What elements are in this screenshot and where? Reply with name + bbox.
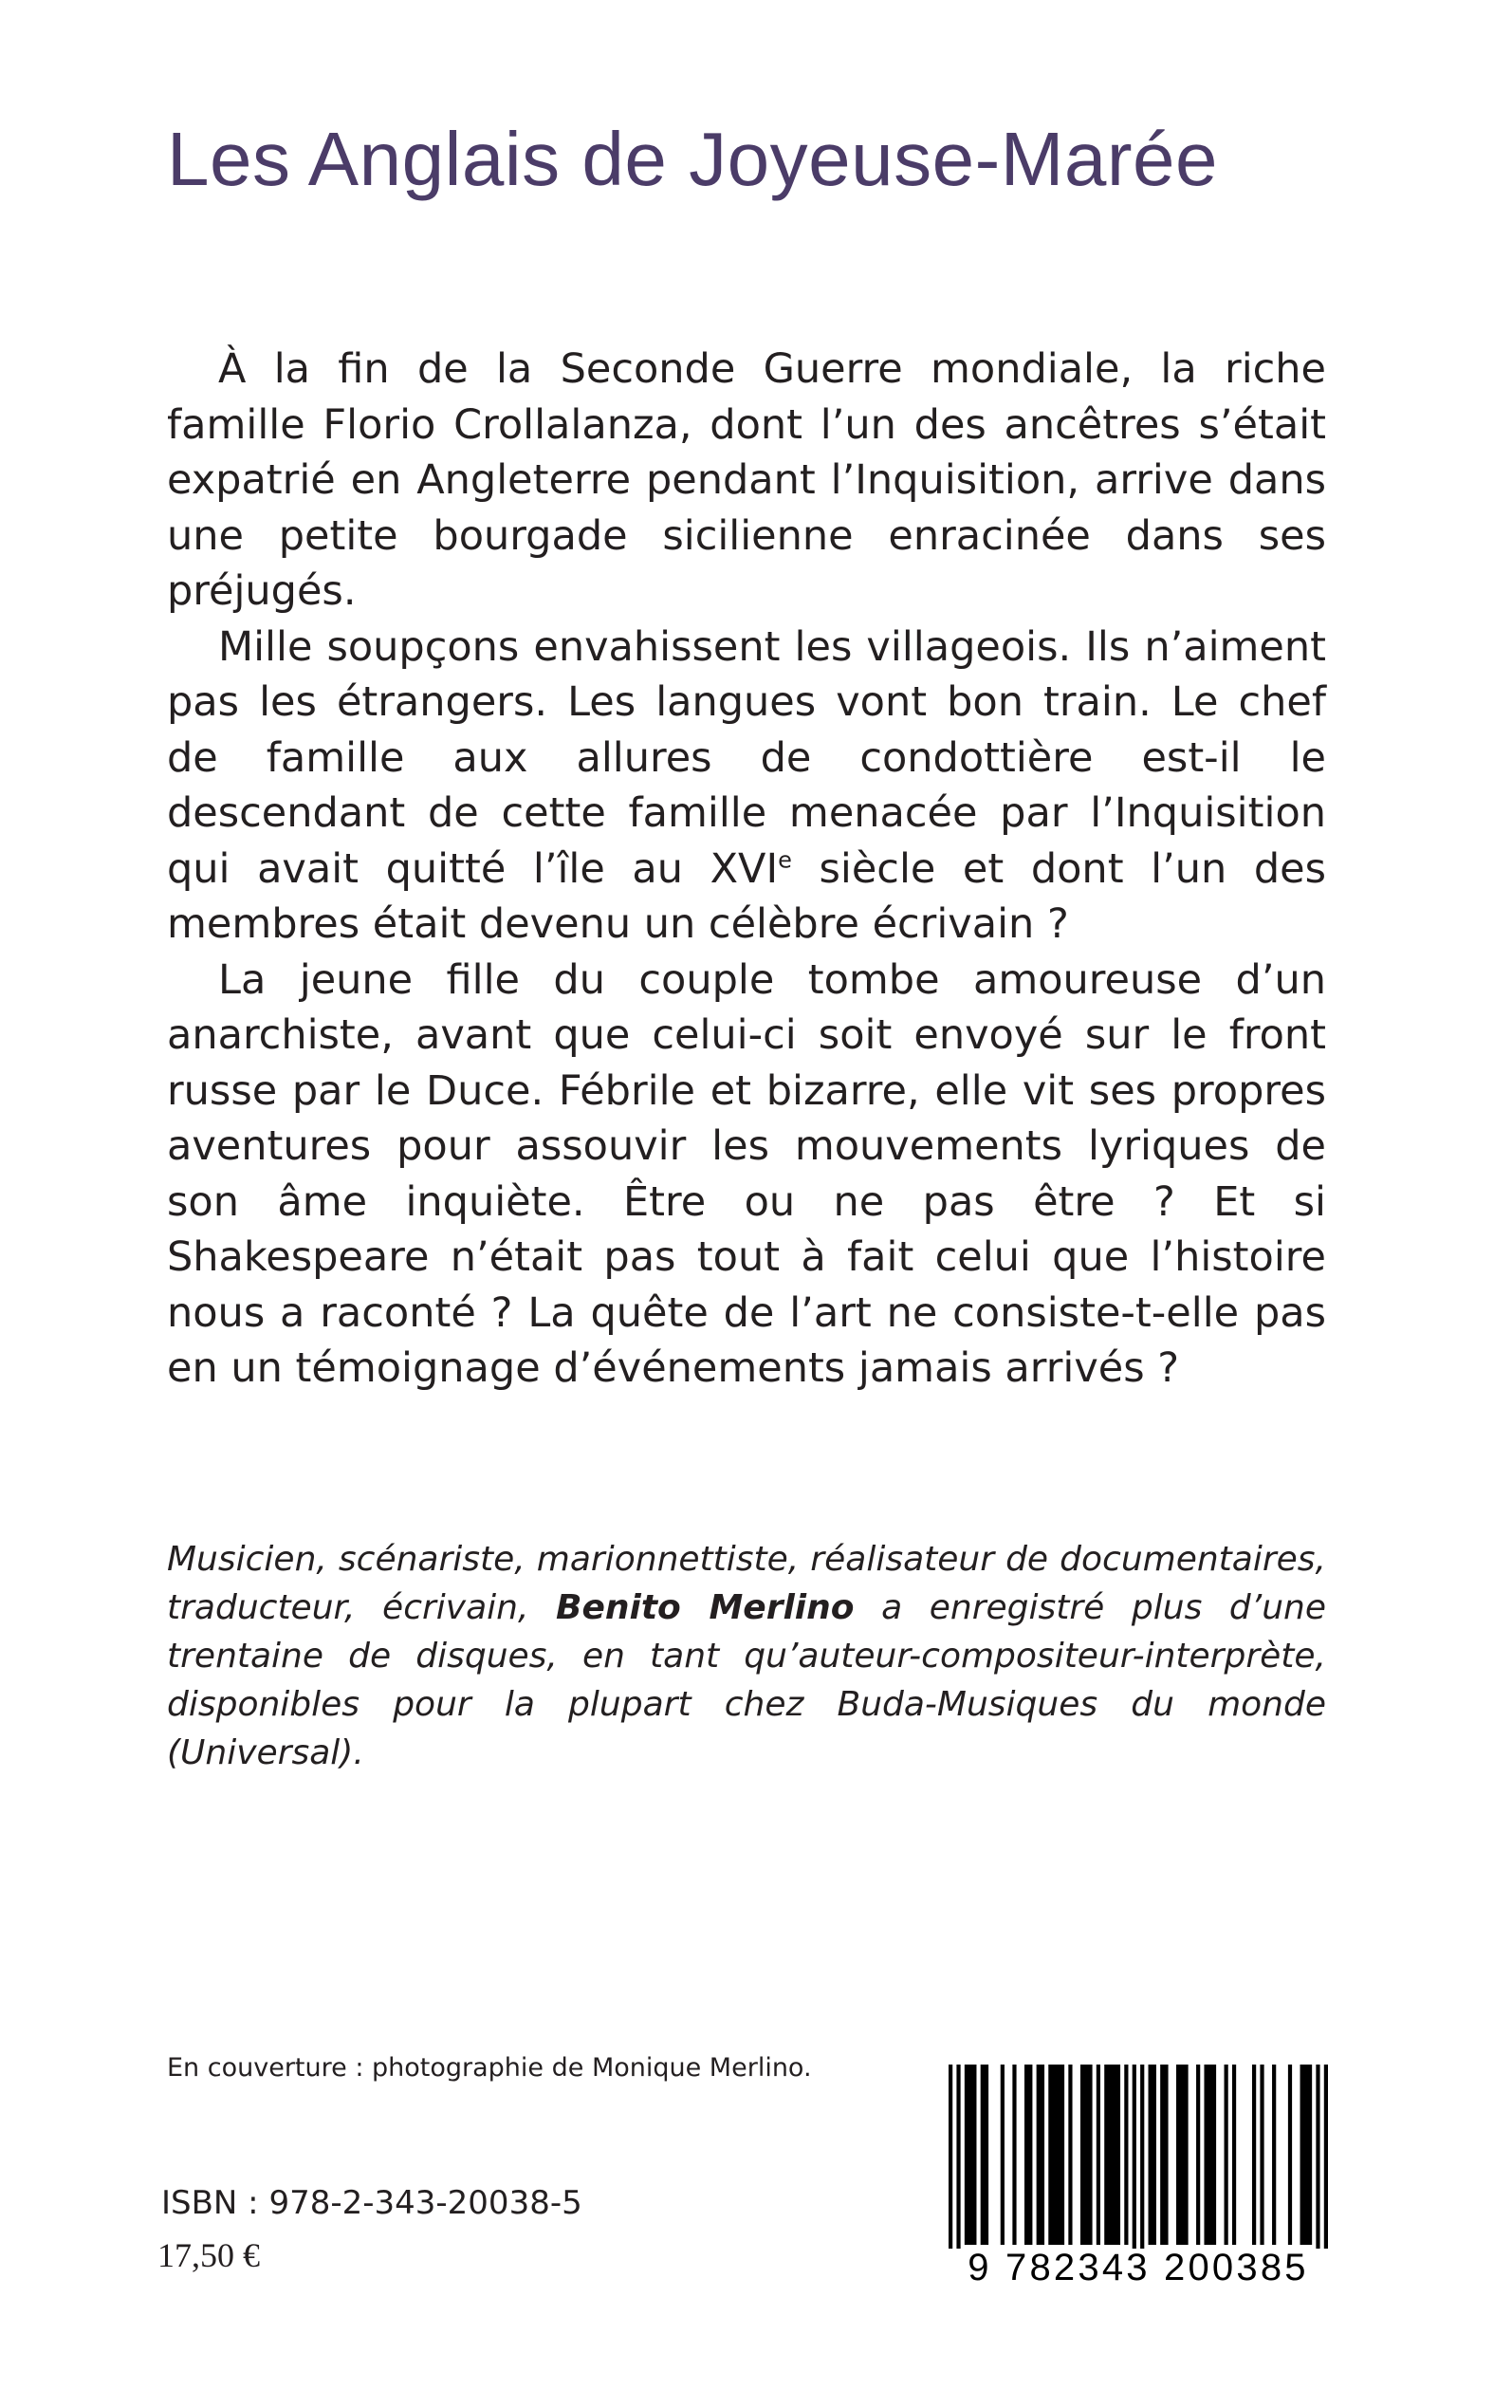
blurb-paragraph-2 [167, 620, 1326, 953]
barcode-bar [1037, 2065, 1044, 2245]
barcode-bar [1097, 2065, 1100, 2245]
barcode-bar [1300, 2065, 1313, 2245]
blurb-paragraph-2-text: Mille soupçons envahissent les villageois. Ils n’aiment pas les étrangers. Les langues vont bon train. Le chef de famille aux allures de condottière est-il le descendant de cette famille menacée par l’Inquisition qui avait quitté l’île au XVI [167, 622, 1326, 893]
back-cover-blurb [167, 342, 1326, 1397]
barcode-digits: 9 782343 200385 [939, 2249, 1337, 2287]
barcode-bar [1324, 2065, 1328, 2254]
barcode-bar [1260, 2065, 1263, 2245]
barcode [939, 2065, 1337, 2288]
book-title: Les Anglais de Joyeuse-Marée [167, 117, 1218, 201]
author-bio [167, 1535, 1326, 1777]
blurb-paragraph-2-continuation: siècle et dont l’un des membres était devenu un célèbre écrivain ? [167, 844, 1326, 948]
isbn: ISBN : 978-2-343-20038-5 [161, 2184, 582, 2222]
century-superscript: e [778, 846, 792, 874]
price: 17,50 € [157, 2236, 260, 2274]
barcode-bar [981, 2065, 988, 2245]
blurb-paragraph-3: La jeune fille du couple tombe amoureuse d’un anarchiste, avant que celui-ci soit envoyé sur le front russe par le Duce. Fébrile et bizarre, elle vit ses propres aventures pour assouvir les mouvements lyriques de son âme inquiète. Être ou ne pas être ? Et si Shakespeare n’était pas tout à fait celui que l’histoire nous a raconté ? La quête de l’art ne consiste-t-elle pas en un témoignage d’événements jamais arrivés ? [167, 955, 1326, 1392]
barcode-bar [1133, 2065, 1136, 2254]
barcode-bar [1225, 2065, 1228, 2245]
barcode-bar [1024, 2065, 1032, 2245]
barcode-bar [1149, 2065, 1156, 2245]
barcode-bar [1272, 2065, 1276, 2245]
barcode-bar [1124, 2065, 1128, 2245]
barcode-bar [1196, 2065, 1200, 2245]
barcode-bar [1080, 2065, 1093, 2245]
barcode-bar [956, 2065, 960, 2254]
author-bio-intro: Musicien, scénariste, marionnettiste, réalisateur de documentaires, traducteur, écrivain, [167, 1540, 1326, 1627]
author-name: Benito Merlino [556, 1588, 855, 1627]
barcode-bar [1176, 2065, 1189, 2245]
barcode-bar [1204, 2065, 1216, 2245]
barcode-bar [1001, 2065, 1005, 2245]
barcode-bar [1288, 2065, 1292, 2245]
barcode-bar [965, 2065, 977, 2245]
barcode-bar [949, 2065, 952, 2254]
blurb-paragraph-1: À la fin de la Seconde Guerre mondiale, la riche famille Florio Crollalanza, dont l’un des ancêtres s’était expatrié en Angleterre pendant l’Inquisition, arrive dans une petite bourgade sicilienne enracinée dans ses préjugés. [167, 345, 1326, 615]
author-bio-rest: a enregistré plus d’une trentaine de disques, en tant qu’auteur-compositeur-interprète, disponibles pour la plupart chez Buda-Musiques du monde (Universal). [167, 1588, 1326, 1772]
cover-photo-credit: En couverture : photographie de Monique Merlino. [167, 2053, 812, 2083]
barcode-bar [1252, 2065, 1256, 2245]
barcode-bars [939, 2065, 1337, 2254]
barcode-bar [1232, 2065, 1236, 2245]
barcode-bar [1048, 2065, 1064, 2245]
barcode-bar [1316, 2065, 1319, 2254]
barcode-bar [1068, 2065, 1072, 2245]
barcode-bar [1160, 2065, 1168, 2245]
barcode-bar [1140, 2065, 1144, 2254]
barcode-bar [1104, 2065, 1120, 2245]
barcode-bar [1012, 2065, 1016, 2245]
